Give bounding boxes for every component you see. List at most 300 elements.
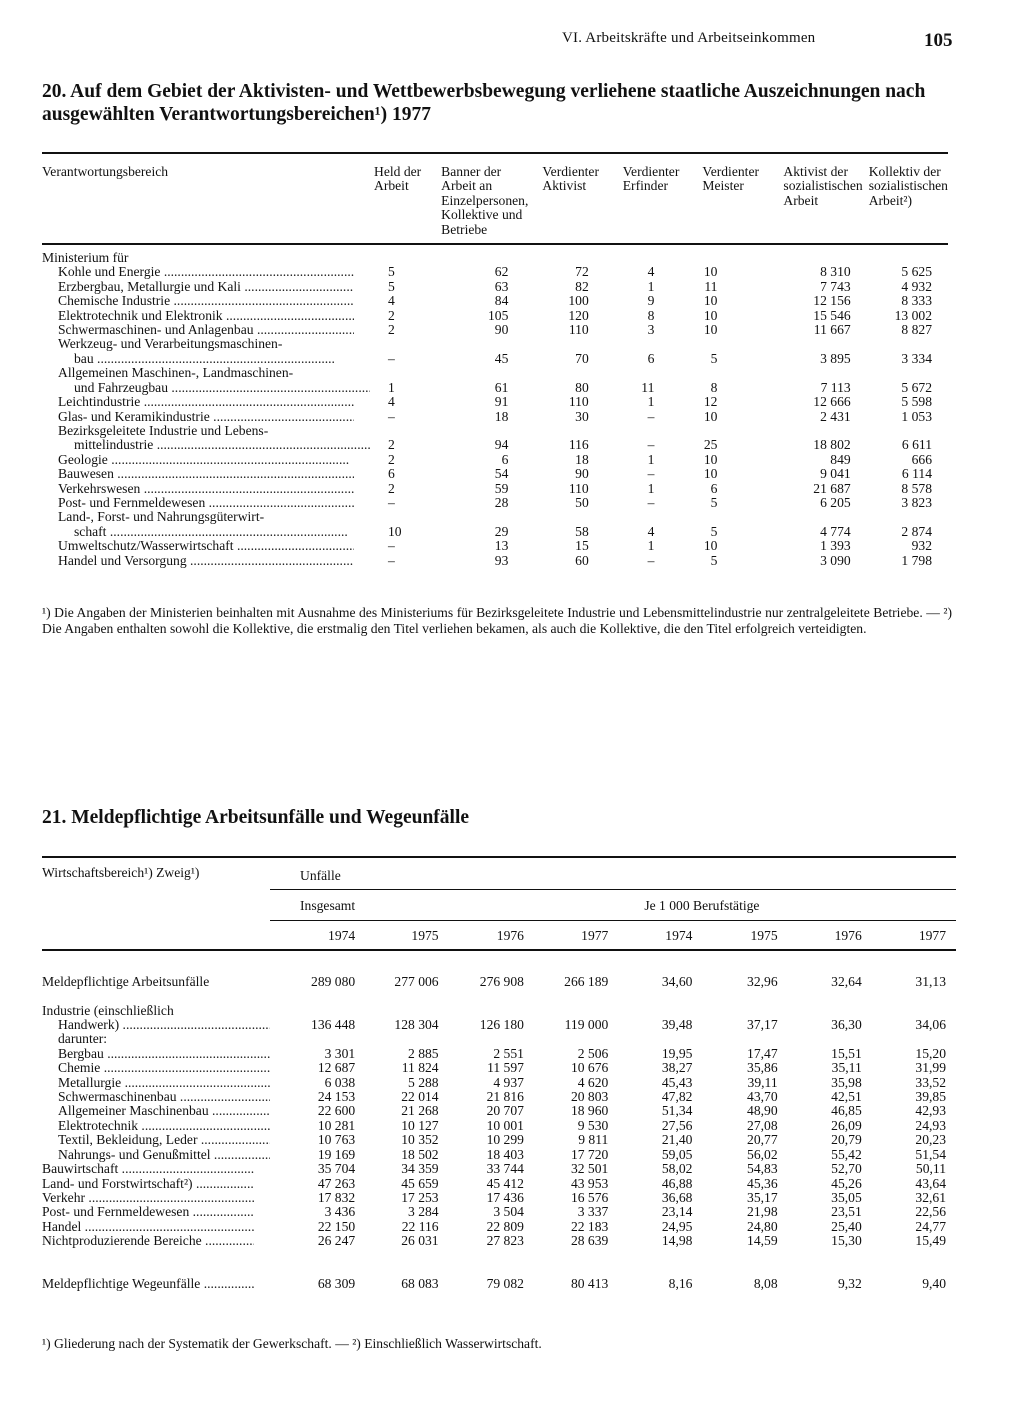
row-label: mittelindustrie ..... bbox=[74, 438, 370, 452]
year-header: 1977 bbox=[872, 920, 956, 950]
row-label-cell bbox=[42, 1162, 270, 1176]
table20-cell: – bbox=[647, 466, 655, 482]
table20-cell: 2 bbox=[388, 451, 395, 467]
table20-cell: 11 bbox=[704, 278, 718, 294]
row-label-cell bbox=[42, 554, 370, 568]
table21-cell: 2 551 bbox=[493, 1045, 524, 1061]
row-label: Erzbergbau, Metallurgie und Kali ..... bbox=[58, 280, 354, 294]
table20-cell: 9 bbox=[647, 293, 655, 309]
table20-cell: 8 310 bbox=[820, 264, 851, 280]
table20-cell: 3 334 bbox=[901, 350, 932, 366]
row-label: Elektrotechnik ..... bbox=[58, 1119, 270, 1133]
row-label: Handwerk) ..... bbox=[58, 1018, 270, 1032]
row-label-wrap bbox=[42, 381, 370, 395]
table21-cell: 33 744 bbox=[486, 1161, 524, 1177]
table21-cell: 26 031 bbox=[401, 1233, 439, 1249]
page-number: 105 bbox=[924, 30, 953, 51]
row-label-cell bbox=[42, 1076, 270, 1090]
table20-cell: 8 bbox=[710, 379, 718, 395]
row-label-cell bbox=[42, 1104, 270, 1118]
row-label: Geologie ..... bbox=[58, 453, 349, 467]
table21-cell: 24,95 bbox=[661, 1218, 693, 1234]
row-label: Verkehrswesen ..... bbox=[58, 482, 354, 496]
table21-cell: 10 127 bbox=[401, 1117, 439, 1133]
table21-cell: 68 309 bbox=[317, 1275, 356, 1291]
table21-cell: 31,13 bbox=[915, 974, 946, 990]
row-label-wrap bbox=[42, 395, 354, 409]
table21-row bbox=[42, 1234, 956, 1248]
table20-cell: 93 bbox=[494, 552, 509, 568]
table21-cell: 136 448 bbox=[311, 1017, 356, 1033]
row-label: Handel und Versorgung ..... bbox=[58, 554, 354, 568]
table21-cell: 119 000 bbox=[564, 1017, 609, 1033]
table21-cell: 25,40 bbox=[831, 1218, 862, 1234]
row-label-wrap bbox=[42, 1148, 270, 1162]
table20-cell: 28 bbox=[494, 494, 509, 510]
table20-cell: 4 bbox=[388, 293, 395, 309]
year-header: 1977 bbox=[532, 920, 616, 950]
table20-cell: – bbox=[647, 437, 655, 453]
row-label-cell bbox=[42, 294, 370, 308]
table20-cell: 18 802 bbox=[813, 437, 851, 453]
row-label: Textil, Bekleidung, Leder ..... bbox=[58, 1133, 270, 1147]
table21-cell: 3 436 bbox=[324, 1204, 356, 1220]
table20-cell: 82 bbox=[575, 278, 589, 294]
table20-cell: 90 bbox=[575, 466, 589, 482]
table21-cell: 20,79 bbox=[831, 1132, 862, 1148]
table21-cell: 20,23 bbox=[915, 1132, 946, 1148]
table20-cell: 849 bbox=[830, 451, 851, 467]
row-label-cell bbox=[42, 280, 370, 294]
table20-row-continued bbox=[42, 366, 948, 380]
table20-cell: 5 625 bbox=[901, 264, 932, 280]
table21-cell: 128 304 bbox=[394, 1017, 439, 1033]
table20-cell: 60 bbox=[575, 552, 589, 568]
table21-cell: 59,05 bbox=[661, 1146, 693, 1162]
table20-cell: 8 578 bbox=[901, 480, 932, 496]
table20-cell: 1 bbox=[647, 538, 655, 554]
row-label-wrap bbox=[42, 309, 354, 323]
table21 bbox=[42, 856, 956, 1291]
table20-cell: – bbox=[388, 408, 395, 424]
table21-cell: 27,08 bbox=[747, 1117, 778, 1133]
table21-cell: 6 038 bbox=[324, 1074, 356, 1090]
table20-cell: 5 bbox=[710, 552, 718, 568]
table20-cell: 3 895 bbox=[820, 350, 851, 366]
table20-cell: 10 bbox=[703, 451, 718, 467]
table20-cell: 29 bbox=[494, 523, 509, 539]
row-label-wrap bbox=[42, 496, 354, 510]
table20-row bbox=[42, 539, 948, 553]
row-label-pre: Land-, Forst- und Nahrungsgüterwirt- bbox=[58, 509, 265, 525]
table21-cell: 39,85 bbox=[915, 1089, 946, 1105]
darunter-label: darunter: bbox=[58, 1031, 108, 1047]
col-header: Banner der Arbeit an Einzelpersonen, Kollektive und Betriebe bbox=[441, 164, 529, 237]
table21-cell: 8,16 bbox=[668, 1275, 693, 1291]
row-label: Kohle und Energie ..... bbox=[58, 265, 354, 279]
table21-cell: 22 809 bbox=[486, 1218, 524, 1234]
row-label: Schwermaschinenbau ..... bbox=[58, 1090, 270, 1104]
table21-cell: 23,14 bbox=[661, 1204, 693, 1220]
table21-cell: 35,11 bbox=[831, 1060, 862, 1076]
row-label: Handel ..... bbox=[42, 1220, 254, 1234]
table21-cell: 39,48 bbox=[661, 1017, 693, 1033]
table20-cell: 2 bbox=[388, 322, 395, 338]
table21-cell: 47 263 bbox=[317, 1175, 356, 1191]
table21-cell: 19,95 bbox=[661, 1045, 693, 1061]
row-label-wrap bbox=[42, 265, 354, 279]
row-label: Umweltschutz/Wasserwirtschaft ..... bbox=[58, 539, 354, 553]
year-header: 1976 bbox=[786, 920, 872, 950]
table20-cell: 5 bbox=[388, 278, 395, 294]
table21-cell: 45,36 bbox=[747, 1175, 778, 1191]
table20-cell: 13 bbox=[494, 538, 509, 554]
table20-cell: 12 156 bbox=[813, 293, 851, 309]
row-label-wrap bbox=[42, 1104, 270, 1118]
table20-cell: 6 114 bbox=[901, 466, 932, 482]
row-label-cell bbox=[42, 1148, 270, 1162]
table21-cell: 24 153 bbox=[317, 1089, 356, 1105]
table20-cell: 105 bbox=[487, 307, 509, 323]
table20-cell: 1 bbox=[647, 451, 655, 467]
year-header: 1976 bbox=[447, 920, 532, 950]
table20-cell: 84 bbox=[494, 293, 509, 309]
table21-cell: 58,02 bbox=[661, 1161, 693, 1177]
table20-cell: 100 bbox=[568, 293, 589, 309]
table21-cell: 15,51 bbox=[831, 1045, 862, 1061]
table21-cell: 42,51 bbox=[831, 1089, 862, 1105]
table21-cell: 11 824 bbox=[401, 1060, 439, 1076]
table21-row bbox=[42, 1177, 956, 1191]
table20-cell: 5 bbox=[388, 264, 395, 280]
row-label-wrap bbox=[42, 539, 354, 553]
table20-cell: 4 932 bbox=[901, 278, 932, 294]
row-label-cell bbox=[42, 467, 370, 481]
table20-cell: 72 bbox=[575, 264, 589, 280]
table21-cell: 51,34 bbox=[661, 1103, 693, 1119]
table20-cell: 10 bbox=[703, 408, 718, 424]
table21-title: 21. Meldepflichtige Arbeitsunfälle und Wegeunfälle bbox=[42, 807, 470, 828]
row-label-cell bbox=[42, 1234, 270, 1248]
table21-cell: 17 436 bbox=[486, 1189, 524, 1205]
row-label-wrap bbox=[42, 453, 354, 467]
col-header: Verdienter Meister bbox=[702, 164, 760, 194]
table21-cell: 51,54 bbox=[915, 1146, 946, 1162]
table20-cell: 116 bbox=[568, 437, 589, 453]
table21-cell: 20,77 bbox=[747, 1132, 778, 1148]
spacer bbox=[42, 1249, 956, 1277]
spacer-row bbox=[42, 1249, 956, 1277]
table21-cell: 47,82 bbox=[661, 1089, 693, 1105]
table21-cell: 45 412 bbox=[486, 1175, 524, 1191]
col-header: Aktivist der sozialistischen Arbeit bbox=[783, 164, 863, 208]
table21-cell: 15,30 bbox=[831, 1233, 862, 1249]
table21-cell: 10 763 bbox=[317, 1132, 356, 1148]
row-label-wrap bbox=[42, 554, 354, 568]
table20-cell: 3 bbox=[647, 322, 655, 338]
table21-row bbox=[42, 1133, 956, 1147]
table20-cell: 50 bbox=[575, 494, 589, 510]
row-label-wrap bbox=[42, 1119, 270, 1133]
table21-cell: 56,02 bbox=[747, 1146, 778, 1162]
table21-cell: 126 180 bbox=[479, 1017, 524, 1033]
table21-cell: 36,30 bbox=[831, 1017, 862, 1033]
table21-cell: 24,80 bbox=[747, 1218, 778, 1234]
table21-row bbox=[42, 1205, 956, 1219]
table21-cell: 42,93 bbox=[915, 1103, 946, 1119]
table21-row bbox=[42, 1220, 956, 1234]
table21-cell: 9,40 bbox=[922, 1275, 946, 1291]
table21-cell: 3 301 bbox=[324, 1045, 356, 1061]
table20-cell: 1 bbox=[647, 278, 655, 294]
table21-cell: 20 707 bbox=[486, 1103, 524, 1119]
row-label: Meldepflichtige Arbeitsunfälle bbox=[42, 975, 210, 990]
table20-cell: 6 bbox=[647, 350, 655, 366]
table21-cell: 35 704 bbox=[317, 1161, 356, 1177]
table20-row bbox=[42, 323, 948, 337]
row-label-cell bbox=[42, 1119, 270, 1133]
row-label: Nahrungs- und Genußmittel ..... bbox=[58, 1148, 270, 1162]
table20-cell: 7 113 bbox=[820, 379, 851, 395]
table21-cell: 45,26 bbox=[831, 1175, 862, 1191]
table21-cell: 45,43 bbox=[661, 1074, 693, 1090]
table21-cell: 27 823 bbox=[486, 1233, 524, 1249]
table21-row bbox=[42, 975, 956, 989]
table21-cell: 48,90 bbox=[747, 1103, 778, 1119]
table20-cell: 6 bbox=[388, 466, 395, 482]
table20-cell: – bbox=[647, 408, 655, 424]
table21-cell: 22 014 bbox=[401, 1089, 439, 1105]
table21-cell: 37,17 bbox=[747, 1017, 778, 1033]
group-label-row bbox=[42, 244, 948, 265]
table20-cell: 1 053 bbox=[901, 408, 932, 424]
table21-row bbox=[42, 1047, 956, 1061]
table20-cell: 7 743 bbox=[820, 278, 851, 294]
table20-cell: 21 687 bbox=[813, 480, 851, 496]
table20-cell: 4 bbox=[647, 523, 655, 539]
table20-cell: – bbox=[388, 350, 395, 366]
table21-cell: 19 169 bbox=[317, 1146, 356, 1162]
table20-cell: 90 bbox=[494, 322, 509, 338]
table21-footnote: ¹) Gliederung nach der Systematik der Gewerkschaft. — ²) Einschließlich Wasserwirtschaft. bbox=[42, 1336, 542, 1351]
table20-cell: 1 bbox=[388, 379, 395, 395]
table20 bbox=[42, 152, 948, 568]
table21-cell: 266 189 bbox=[564, 974, 609, 990]
table20-cell: 8 827 bbox=[901, 322, 932, 338]
row-label-cell bbox=[42, 265, 370, 279]
table20-row bbox=[42, 265, 948, 279]
sub-header: Je 1 000 Berufstätige bbox=[644, 898, 760, 914]
table20-cell: – bbox=[388, 538, 395, 554]
table21-row bbox=[42, 1277, 956, 1291]
table21-cell: 10 001 bbox=[486, 1117, 524, 1133]
table21-cell: 10 281 bbox=[317, 1117, 356, 1133]
table20-cell: 4 bbox=[388, 394, 395, 410]
table21-cell: 2 885 bbox=[408, 1045, 439, 1061]
table20-cell: 3 823 bbox=[901, 494, 932, 510]
table20-cell: 6 bbox=[710, 480, 718, 496]
table21-cell: 46,88 bbox=[661, 1175, 693, 1191]
row-label: bau ..... bbox=[74, 352, 335, 366]
table21-cell: 277 006 bbox=[394, 974, 439, 990]
table20-cell: 2 431 bbox=[820, 408, 851, 424]
row-label: Glas- und Keramikindustrie ..... bbox=[58, 410, 354, 424]
row-label-cell bbox=[42, 482, 370, 496]
row-label-cell bbox=[42, 1205, 270, 1219]
table21-cell: 39,11 bbox=[747, 1074, 778, 1090]
table21-cell: 17 720 bbox=[570, 1146, 609, 1162]
table20-cell: 10 bbox=[703, 322, 718, 338]
table21-cell: 45 659 bbox=[401, 1175, 439, 1191]
table20-row bbox=[42, 410, 948, 424]
table20-cell: 110 bbox=[568, 480, 589, 496]
row-label: Bergbau ..... bbox=[58, 1047, 270, 1061]
table21-cell: 9,32 bbox=[837, 1275, 862, 1291]
table21-row bbox=[42, 1061, 956, 1075]
table20-cell: 6 205 bbox=[820, 494, 851, 510]
table21-cell: 8,08 bbox=[753, 1275, 778, 1291]
table20-cell: – bbox=[388, 552, 395, 568]
table21-cell: 17,47 bbox=[747, 1045, 778, 1061]
table21-cell: 21 816 bbox=[486, 1089, 524, 1105]
table20-cell: 15 546 bbox=[813, 307, 851, 323]
row-label-cell bbox=[42, 381, 370, 395]
row-label-wrap bbox=[42, 1076, 270, 1090]
table20-cell: 11 667 bbox=[813, 322, 851, 338]
table21-cell: 10 676 bbox=[570, 1060, 609, 1076]
row-label: Verkehr ..... bbox=[42, 1191, 254, 1205]
table21-cell: 54,83 bbox=[747, 1161, 778, 1177]
row-label-cell bbox=[42, 1191, 270, 1205]
row-label-wrap bbox=[42, 1220, 254, 1234]
table21-cell: 18 502 bbox=[401, 1146, 439, 1162]
table20-cell: 54 bbox=[494, 466, 509, 482]
table21-cell: 26,09 bbox=[831, 1117, 862, 1133]
table20-cell: 58 bbox=[575, 523, 589, 539]
row-label-wrap bbox=[42, 323, 354, 337]
table21-row-continued bbox=[42, 1004, 956, 1018]
table21-cell: 31,99 bbox=[915, 1060, 946, 1076]
year-header: 1974 bbox=[616, 920, 704, 950]
table21-cell: 2 506 bbox=[577, 1045, 609, 1061]
row-label-cell bbox=[42, 496, 370, 510]
table21-cell: 28 639 bbox=[570, 1233, 609, 1249]
table20-cell: 666 bbox=[911, 451, 932, 467]
table21-cell: 10 352 bbox=[401, 1132, 439, 1148]
table21-cell: 22 150 bbox=[317, 1218, 356, 1234]
table21-cell: 55,42 bbox=[831, 1146, 862, 1162]
table21-cell: 9 530 bbox=[577, 1117, 609, 1133]
table20-cell: 10 bbox=[703, 538, 718, 554]
table20-cell: 30 bbox=[575, 408, 589, 424]
table20-cell: 110 bbox=[568, 394, 589, 410]
row-label-cell bbox=[42, 1133, 270, 1147]
row-label-pre: Industrie (einschließlich bbox=[42, 1002, 174, 1018]
row-label-cell bbox=[42, 453, 370, 467]
row-label-wrap bbox=[42, 1047, 270, 1061]
table20-row bbox=[42, 352, 948, 366]
table20-cell: 5 bbox=[710, 350, 718, 366]
table21-cell: 16 576 bbox=[570, 1189, 609, 1205]
table21-cell: 24,77 bbox=[915, 1218, 946, 1234]
table20-cell: 5 598 bbox=[901, 394, 932, 410]
table20-cell: 4 bbox=[647, 264, 655, 280]
table20-cell: 45 bbox=[494, 350, 509, 366]
table20-cell: 3 090 bbox=[820, 552, 851, 568]
table21-cell: 22 183 bbox=[570, 1218, 609, 1234]
table21-cell: 14,98 bbox=[661, 1233, 693, 1249]
table20-cell: 4 774 bbox=[820, 523, 851, 539]
row-label-cell bbox=[42, 395, 370, 409]
table20-cell: 10 bbox=[703, 264, 718, 280]
table20-cell: 2 bbox=[388, 307, 395, 323]
row-label: Schwermaschinen- und Anlagenbau ..... bbox=[58, 323, 354, 337]
table20-cell: 5 bbox=[710, 494, 718, 510]
table21-cell: 15,49 bbox=[915, 1233, 946, 1249]
table20-cell: 2 bbox=[388, 480, 395, 496]
table21-cell: 276 908 bbox=[479, 974, 524, 990]
table20-cell: 1 798 bbox=[901, 552, 932, 568]
table21-cell: 68 083 bbox=[401, 1275, 439, 1291]
table21-cell: 27,56 bbox=[661, 1117, 693, 1133]
table20-cell: 13 002 bbox=[894, 307, 932, 323]
row-label-wrap bbox=[42, 352, 370, 366]
table20-row bbox=[42, 381, 948, 395]
table20-title: 20. Auf dem Gebiet der Aktivisten- und Wettbewerbsbewegung verliehene staatliche Auszeichnungen nach ausgewählten Verantwortungsbereichen¹) 1977 bbox=[42, 81, 926, 125]
table21-cell: 5 288 bbox=[408, 1074, 439, 1090]
table20-cell: 8 bbox=[647, 307, 655, 323]
table20-cell: 61 bbox=[494, 379, 509, 395]
table20-cell: 8 333 bbox=[901, 293, 932, 309]
table21-cell: 21,98 bbox=[747, 1204, 778, 1220]
row-label: Nichtproduzierende Bereiche ..... bbox=[42, 1234, 254, 1248]
row-label: Meldepflichtige Wegeunfälle ..... bbox=[42, 1277, 254, 1291]
row-label-cell bbox=[42, 410, 370, 424]
table21-cell: 33,52 bbox=[915, 1074, 946, 1090]
row-label: Metallurgie ..... bbox=[58, 1076, 270, 1090]
row-label-wrap bbox=[42, 975, 254, 989]
table20-cell: 2 874 bbox=[901, 523, 932, 539]
table21-cell: 18 403 bbox=[486, 1146, 524, 1162]
row-label-cell bbox=[42, 1220, 270, 1234]
table21-cell: 34,60 bbox=[661, 974, 693, 990]
table20-cell: 12 bbox=[703, 394, 718, 410]
table21-cell: 12 687 bbox=[317, 1060, 356, 1076]
table20-row bbox=[42, 309, 948, 323]
table20-row bbox=[42, 467, 948, 481]
row-label-cell bbox=[42, 975, 270, 989]
table20-cell: 1 bbox=[647, 480, 655, 496]
table20-cell: 91 bbox=[494, 394, 509, 410]
table21-cell: 50,11 bbox=[915, 1161, 946, 1177]
table21-years-row bbox=[42, 920, 956, 950]
table20-row bbox=[42, 525, 948, 539]
table21-cell: 17 832 bbox=[317, 1189, 356, 1205]
row-label-cell bbox=[42, 1090, 270, 1104]
table20-cell: 10 bbox=[388, 523, 402, 539]
table21-row bbox=[42, 1018, 956, 1032]
table21-cell: 289 080 bbox=[311, 974, 356, 990]
row-label-cell bbox=[42, 352, 370, 366]
table20-row-continued bbox=[42, 510, 948, 524]
table21-cell: 21,40 bbox=[661, 1132, 693, 1148]
table21-cell: 36,68 bbox=[661, 1189, 693, 1205]
table20-cell: 6 611 bbox=[901, 437, 932, 453]
row-label-wrap bbox=[42, 1177, 254, 1191]
table20-cell: 59 bbox=[494, 480, 509, 496]
table20-cell: 5 672 bbox=[901, 379, 932, 395]
row-label: Bauwesen ..... bbox=[58, 467, 354, 481]
